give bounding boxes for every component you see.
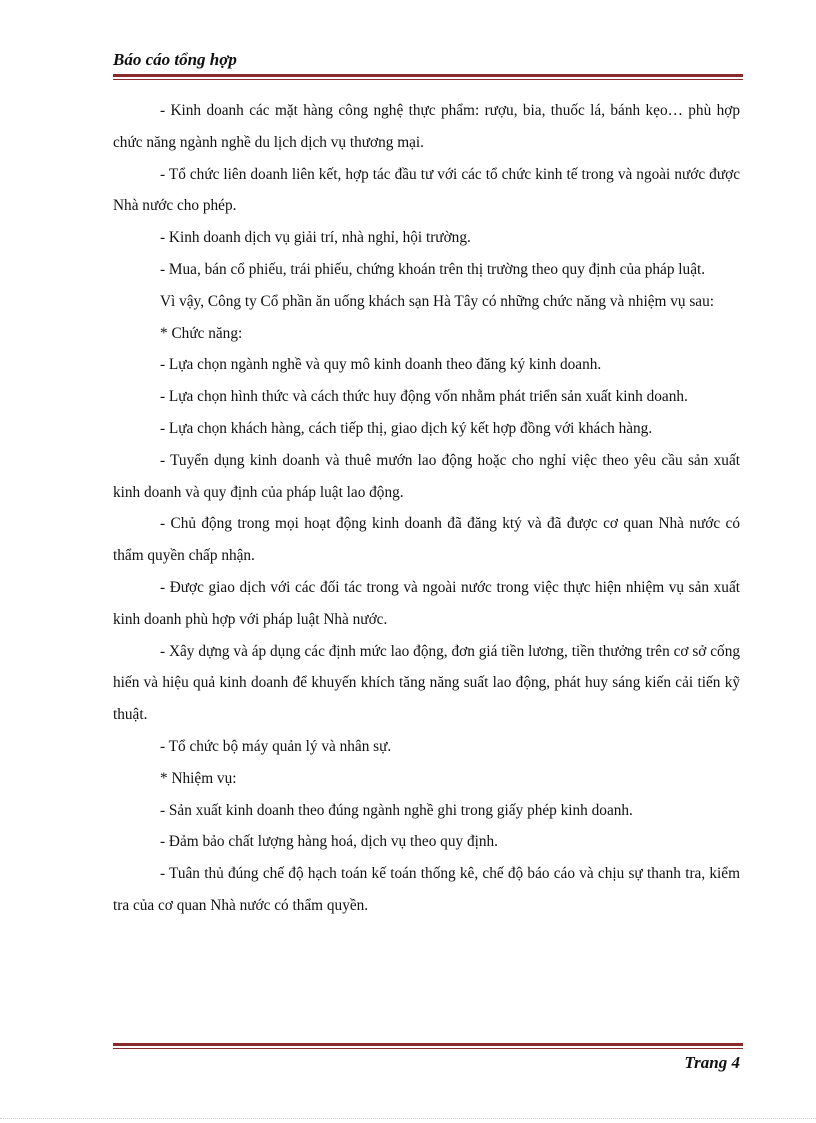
- section-heading-duties: * Nhiệm vụ:: [160, 769, 237, 787]
- footer-rule: [113, 1043, 743, 1049]
- paragraph: - Tuyển dụng kinh doanh và thuê mướn lao động hoặc cho nghỉ việc theo yêu cầu sản xuất kinh doanh và quy định của pháp luật lao động.: [113, 451, 740, 501]
- paragraph: - Tổ chức liên doanh liên kết, hợp tác đầu tư với các tổ chức kinh tế trong và ngoài nước được Nhà nước cho phép.: [113, 165, 740, 215]
- paragraph: - Mua, bán cổ phiếu, trái phiếu, chứng khoán trên thị trường theo quy định của pháp luật.: [160, 260, 706, 278]
- paragraph: - Được giao dịch với các đối tác trong và ngoài nước trong việc thực hiện nhiệm vụ sản xuất kinh doanh phù hợp với pháp luật Nhà nước.: [113, 578, 740, 628]
- page-edge-divider: [0, 1118, 816, 1119]
- paragraph: - Kinh doanh các mặt hàng công nghệ thực phẩm: rượu, bia, thuốc lá, bánh kẹo… phù hợp chức năng ngành nghề du lịch dịch vụ thương mại.: [113, 102, 740, 151]
- paragraph: - Lựa chọn hình thức và cách thức huy động vốn nhằm phát triển sản xuất kinh doanh.: [160, 388, 688, 406]
- section-heading-functions: * Chức năng:: [160, 324, 243, 342]
- paragraph: - Kinh doanh dịch vụ giải trí, nhà nghỉ, hội trường.: [160, 229, 471, 247]
- page-number: Trang 4: [684, 1053, 740, 1072]
- paragraph: - Lựa chọn ngành nghề và quy mô kinh doanh theo đăng ký kinh doanh.: [160, 356, 602, 374]
- header-rule: [113, 74, 743, 80]
- paragraph: - Xây dựng và áp dụng các định mức lao động, đơn giá tiền lương, tiền thưởng trên cơ sở cống hiến và hiệu quả kinh doanh để khuyến khích tăng năng suất lao động, phát huy sáng kiến cải tiến kỹ thuật.: [113, 642, 740, 724]
- header-title: Báo cáo tổng hợp: [113, 50, 237, 69]
- paragraph: - Tuân thủ đúng chế độ hạch toán kế toán thống kê, chế độ báo cáo và chịu sự thanh tra, kiểm tra của cơ quan Nhà nước có thẩm quyền.: [113, 865, 740, 914]
- paragraph: - Lựa chọn khách hàng, cách tiếp thị, giao dịch ký kết hợp đồng với khách hàng.: [160, 419, 653, 437]
- paragraph: - Chủ động trong mọi hoạt động kinh doanh đã đăng ktý và đã được cơ quan Nhà nước có thẩm quyền chấp nhận.: [113, 515, 740, 565]
- paragraph: Vì vậy, Công ty Cổ phần ăn uống khách sạn Hà Tây có những chức năng và nhiệm vụ sau:: [160, 292, 714, 310]
- document-body: [113, 95, 740, 922]
- paragraph: - Đảm bảo chất lượng hàng hoá, dịch vụ theo quy định.: [160, 833, 498, 851]
- paragraph: - Tổ chức bộ máy quản lý và nhân sự.: [160, 737, 392, 755]
- paragraph: - Sản xuất kinh doanh theo đúng ngành nghề ghi trong giấy phép kinh doanh.: [160, 801, 633, 819]
